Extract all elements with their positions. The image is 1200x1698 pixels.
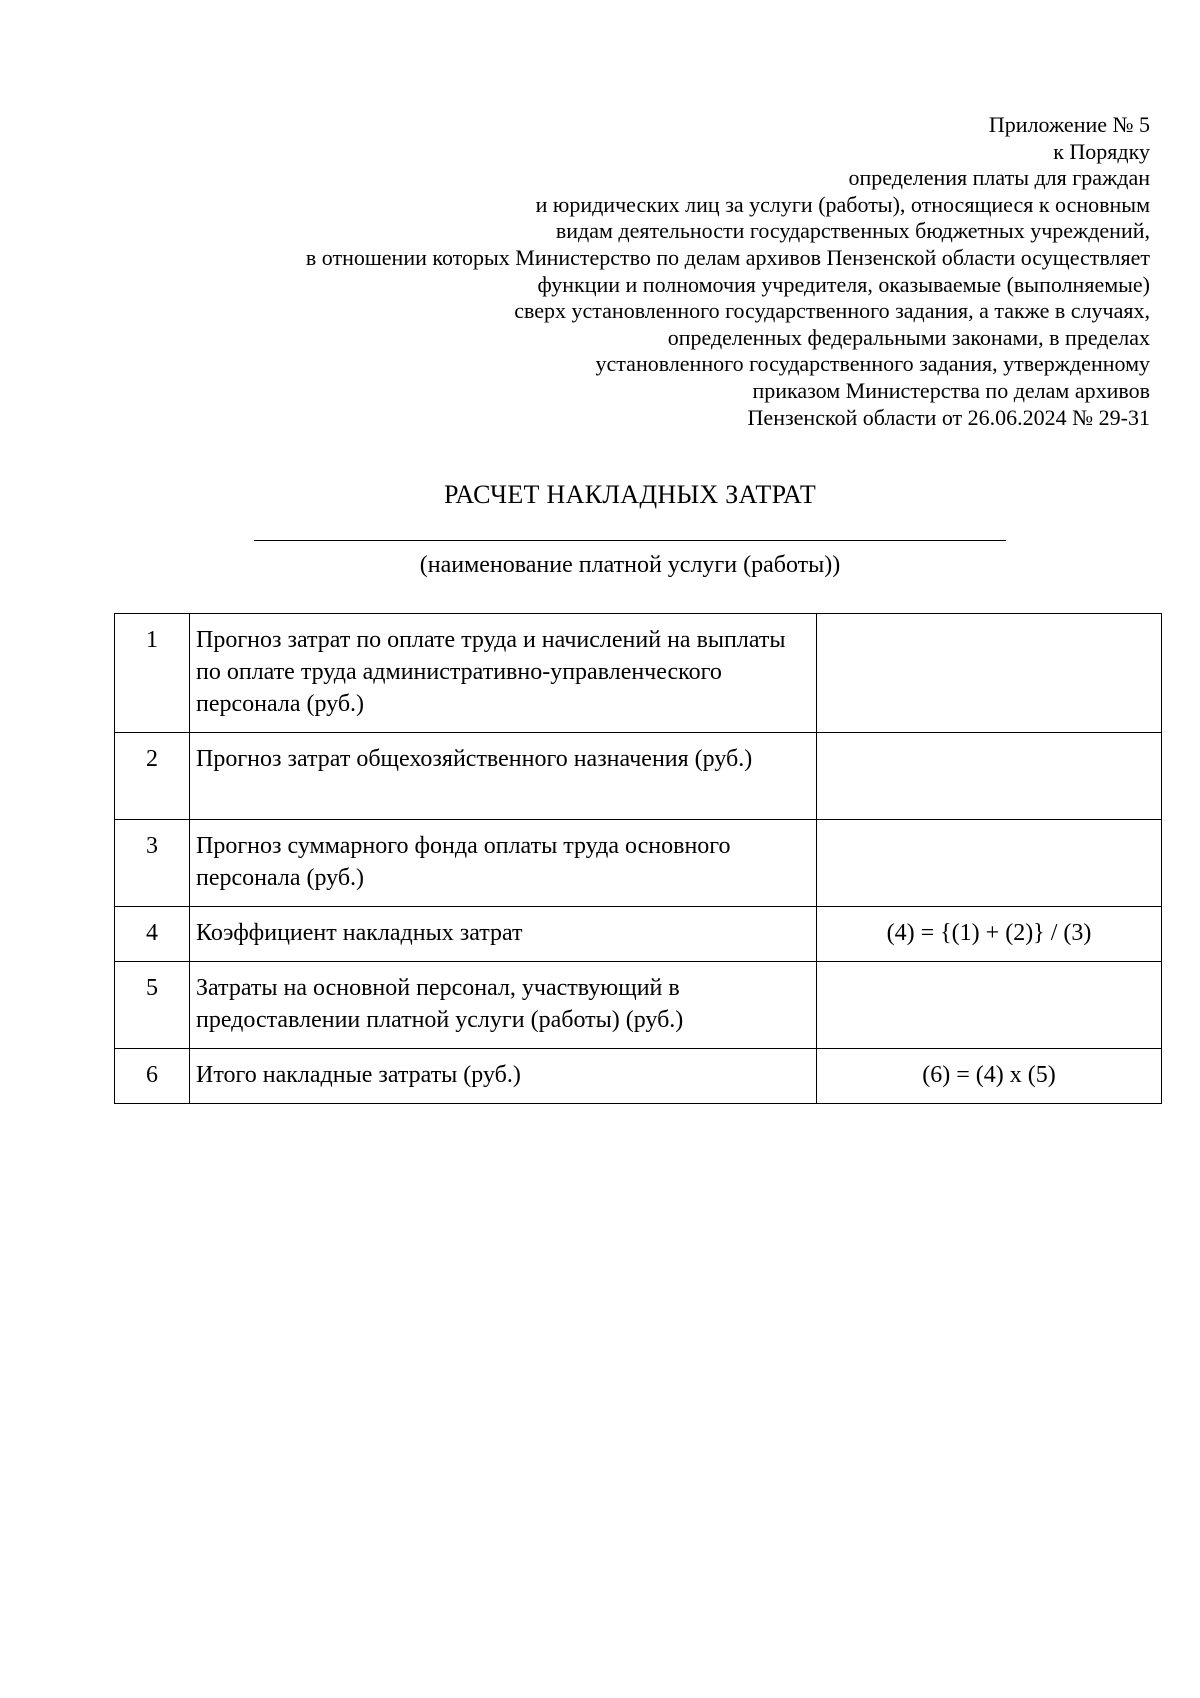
appendix-line: установленного государственного задания, утвержденному [595, 351, 1150, 377]
row-value [817, 962, 1162, 1049]
appendix-line: Приложение № 5 [988, 112, 1150, 137]
appendix-line: и юридических лиц за услуги (работы), относящиеся к основным [535, 191, 1150, 217]
appendix-line: Пензенской области от 26.06.2024 № 29-31 [747, 404, 1150, 430]
appendix-line: в отношении которых Министерство по делам архивов Пензенской области осуществляет [305, 244, 1150, 270]
appendix-line: приказом Министерства по делам архивов [752, 377, 1150, 403]
row-number: 2 [115, 733, 190, 820]
row-number: 3 [115, 820, 190, 907]
row-number: 4 [115, 907, 190, 962]
row-number: 5 [115, 962, 190, 1049]
service-name-caption: (наименование платной услуги (работы)) [419, 552, 841, 578]
table-row [115, 614, 1162, 733]
row-value [817, 820, 1162, 907]
appendix-line: функции и полномочия учредителя, оказываемые (выполняемые) [537, 271, 1150, 297]
row-description: Итого накладные затраты (руб.) [190, 1049, 817, 1104]
table-row [115, 907, 1162, 962]
appendix-line: видам деятельности государственных бюджетных учреждений, [555, 218, 1150, 244]
appendix-line: определения платы для граждан [848, 165, 1150, 191]
table-row [115, 1049, 1162, 1104]
row-number: 1 [115, 614, 190, 733]
row-description: Прогноз суммарного фонда оплаты труда основного персонала (руб.) [190, 820, 817, 907]
appendix-header [170, 112, 1150, 431]
table-row [115, 820, 1162, 907]
row-value [817, 614, 1162, 733]
appendix-line: сверх установленного государственного задания, а также в случаях, [514, 298, 1150, 324]
service-name-blank-line [254, 540, 1006, 541]
document-title: РАСЧЕТ НАКЛАДНЫХ ЗАТРАТ [443, 480, 817, 509]
row-description: Прогноз затрат по оплате труда и начислений на выплаты по оплате труда административно-управленческого персонала (руб.) [190, 614, 817, 733]
row-description: Коэффициент накладных затрат [190, 907, 817, 962]
appendix-line: к Порядку [1053, 138, 1150, 164]
row-formula: (4) = {(1) + (2)} / (3) [817, 907, 1162, 962]
appendix-line: определенных федеральными законами, в пределах [667, 324, 1150, 350]
row-value [817, 733, 1162, 820]
row-description: Затраты на основной персонал, участвующий в предоставлении платной услуги (работы) (руб.) [190, 962, 817, 1049]
table-row [115, 733, 1162, 820]
overhead-calculation-table [114, 613, 1162, 1104]
table-row [115, 962, 1162, 1049]
row-description: Прогноз затрат общехозяйственного назначения (руб.) [190, 733, 817, 820]
row-number: 6 [115, 1049, 190, 1104]
row-formula: (6) = (4) х (5) [817, 1049, 1162, 1104]
